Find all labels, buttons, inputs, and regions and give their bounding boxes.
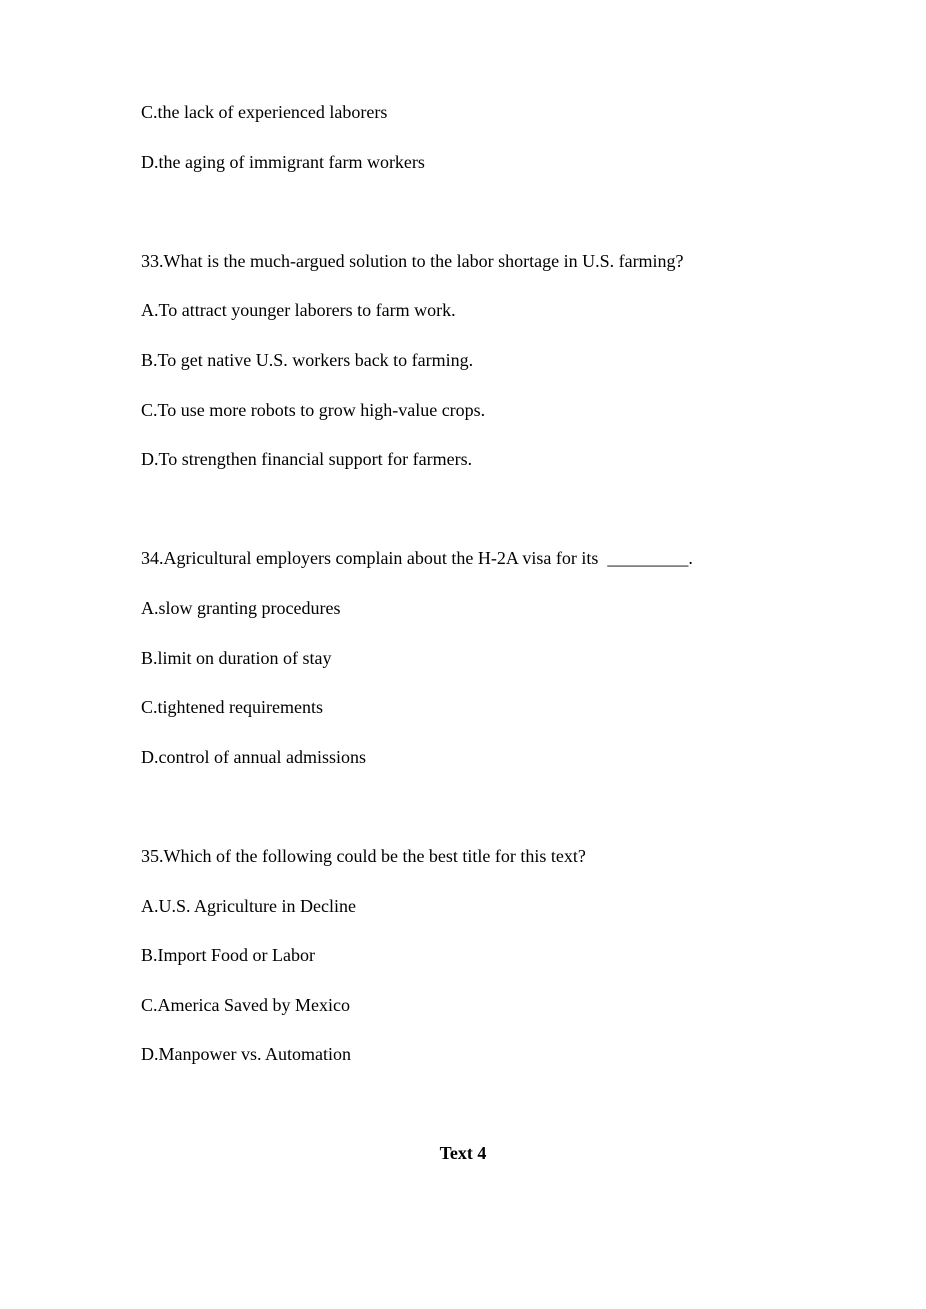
question-34-option-d: D.control of annual admissions — [141, 746, 366, 767]
question-33-option-c: C.To use more robots to grow high-value crops. — [141, 399, 486, 420]
question-34-option-b: B.limit on duration of stay — [141, 647, 332, 668]
prev-option-c: C.the lack of experienced laborers — [141, 102, 388, 122]
blank-line — [0, 782, 926, 832]
question-33-option-d: D.To strengthen financial support for farmers. — [141, 449, 473, 470]
question-34-option-a: A.slow granting procedures — [141, 597, 341, 618]
blank-line — [0, 1080, 926, 1130]
question-33-option-a: A.To attract younger laborers to farm work. — [141, 300, 456, 321]
section-heading: Text 4 — [439, 1143, 487, 1164]
blank-line — [0, 187, 926, 237]
question-35-option-b: B.Import Food or Labor — [141, 945, 315, 966]
question-35-option-c: C.America Saved by Mexico — [141, 994, 350, 1015]
question-33-option-b: B.To get native U.S. workers back to farming. — [141, 349, 474, 370]
blank-line — [0, 485, 926, 535]
prev-option-d: D.the aging of immigrant farm workers — [141, 151, 425, 172]
question-35-option-a: A.U.S. Agriculture in Decline — [141, 895, 356, 916]
question-34-option-c: C.tightened requirements — [141, 697, 323, 718]
question-33-stem: 33.What is the much-argued solution to the labor shortage in U.S. farming? — [141, 250, 684, 271]
question-35-stem: 35.Which of the following could be the best title for this text? — [141, 845, 586, 866]
question-35-option-d: D.Manpower vs. Automation — [141, 1044, 351, 1065]
question-34-stem: 34.Agricultural employers complain about the H-2A visa for its _________. — [141, 548, 693, 569]
